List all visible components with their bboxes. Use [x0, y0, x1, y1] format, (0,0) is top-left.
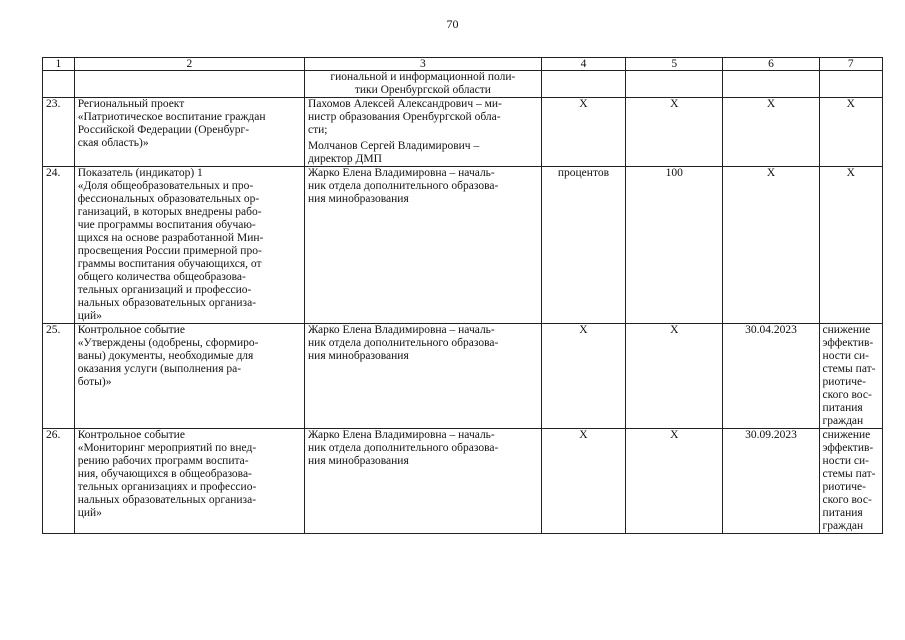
text-line: ник отдела дополнительного образова- — [308, 337, 499, 349]
text-line: директор ДМП — [308, 153, 382, 165]
value-cell: X — [626, 324, 723, 429]
value-cell: X — [626, 429, 723, 534]
date-cell: 30.09.2023 — [723, 429, 819, 534]
text-line: Молчанов Сергей Владимирович – — [308, 140, 480, 152]
text-line: «Мониторинг мероприятий по внед- — [77, 442, 257, 454]
text-line: фессиональных образовательных ор- — [77, 193, 260, 205]
text-line: Российской Федерации (Оренбург- — [77, 124, 250, 136]
text-line: Показатель (индикатор) 1 — [77, 167, 203, 179]
text-line: эффектив- — [822, 442, 874, 454]
text-line: питания — [822, 402, 863, 414]
text-line: ганизаций, в которых внедрены рабо- — [77, 206, 262, 218]
header-col-6: 6 — [723, 58, 819, 71]
date-cell: 30.04.2023 — [723, 324, 819, 429]
unit-cell: X — [541, 429, 626, 534]
header-col-5: 5 — [626, 58, 723, 71]
value-cell: 100 — [626, 167, 723, 324]
header-col-2: 2 — [74, 58, 304, 71]
result-cell — [819, 98, 882, 167]
text-line: питания — [822, 507, 863, 519]
text-line: просвещения России примерной про- — [77, 245, 262, 257]
responsible-cell — [305, 324, 542, 429]
table-row — [43, 98, 883, 167]
text-line: ник отдела дополнительного образова- — [308, 442, 499, 454]
text-line: граждан — [822, 520, 864, 532]
text-line: чие программы воспитания обучаю- — [77, 219, 256, 231]
text-line: ния минобразования — [308, 193, 409, 205]
text-line: ник отдела дополнительного образова- — [308, 180, 499, 192]
item-description — [74, 167, 304, 324]
text-line: щихся на основе разработанной Мин- — [77, 232, 264, 244]
text-line: «Патриотическое воспитание граждан — [77, 111, 266, 123]
text-line: сти; — [308, 124, 328, 136]
text-line: ского вос- — [822, 494, 872, 506]
text-line: нальных образовательных организа- — [77, 494, 257, 506]
text-line: ния минобразования — [308, 455, 409, 467]
text-line: снижение — [822, 429, 871, 441]
text-line: «Утверждены (одобрены, сформиро- — [77, 337, 259, 349]
responsible-cell — [305, 71, 542, 98]
row-number: 24. — [43, 167, 75, 324]
responsible-cell — [305, 429, 542, 534]
responsible-cell — [305, 167, 542, 324]
text-line: ности си- — [822, 455, 869, 467]
text-line: рению рабочих программ воспита- — [77, 455, 249, 467]
result-cell — [819, 324, 882, 429]
row-number: 25. — [43, 324, 75, 429]
table-row — [43, 167, 883, 324]
activity-table — [42, 57, 883, 534]
header-col-3: 3 — [305, 58, 542, 71]
table-row — [43, 429, 883, 534]
text-line: X — [846, 98, 855, 110]
text-line: ности си- — [822, 350, 869, 362]
text-line: эффектив- — [822, 337, 874, 349]
text-line: риотиче- — [822, 376, 866, 388]
text-line: ций» — [77, 310, 102, 322]
text-line: боты)» — [77, 376, 112, 388]
text-line: Контрольное событие — [77, 324, 185, 336]
row-number: 26. — [43, 429, 75, 534]
text-line: X — [846, 167, 855, 179]
text-line: граждан — [822, 415, 864, 427]
header-col-7: 7 — [819, 58, 882, 71]
text-line: тельных организаций и профессио- — [77, 284, 252, 296]
text-line: Жарко Елена Владимировна – началь- — [308, 324, 495, 336]
text-line: ского вос- — [822, 389, 872, 401]
date-cell: X — [723, 98, 819, 167]
value-cell: X — [626, 98, 723, 167]
responsible-cell — [305, 98, 542, 167]
table-row-continued — [43, 71, 883, 98]
text-line: оказания услуги (выполнения ра- — [77, 363, 242, 375]
row-number: 23. — [43, 98, 75, 167]
item-description — [74, 98, 304, 167]
text-line: риотиче- — [822, 481, 866, 493]
header-col-4: 4 — [541, 58, 626, 71]
text-line: ций» — [77, 507, 102, 519]
result-cell — [819, 429, 882, 534]
unit-cell: процентов — [541, 167, 626, 324]
text-line: нистр образования Оренбургской обла- — [308, 111, 501, 123]
unit-cell: X — [541, 324, 626, 429]
text-line: стемы пат- — [822, 363, 876, 375]
text-line: стемы пат- — [822, 468, 876, 480]
table-row — [43, 324, 883, 429]
result-cell — [819, 167, 882, 324]
text-line: Контрольное событие — [77, 429, 185, 441]
item-description — [74, 429, 304, 534]
text-line: ния, обучающихся в общеобразова- — [77, 468, 252, 480]
text-line: Жарко Елена Владимировна – началь- — [308, 167, 495, 179]
date-cell: X — [723, 167, 819, 324]
text-line: Пахомов Алексей Александрович – ми- — [308, 98, 502, 110]
text-line: Региональный проект — [77, 98, 185, 110]
text-line: тики Оренбургской области — [354, 84, 491, 96]
unit-cell: X — [541, 98, 626, 167]
text-line: ская область)» — [77, 137, 149, 149]
header-col-1: 1 — [43, 58, 75, 71]
text-line: граммы воспитания обучающихся, от — [77, 258, 262, 270]
text-line: ваны) документы, необходимые для — [77, 350, 254, 362]
text-line: снижение — [822, 324, 871, 336]
text-line: Жарко Елена Владимировна – началь- — [308, 429, 495, 441]
text-line: гиональной и информационной поли- — [330, 71, 516, 83]
text-line: нальных образовательных организа- — [77, 297, 257, 309]
page-number: 70 — [446, 17, 459, 31]
text-line: «Доля общеобразовательных и про- — [77, 180, 254, 192]
column-number-header — [43, 58, 883, 71]
text-line: ния минобразования — [308, 350, 409, 362]
item-description — [74, 324, 304, 429]
text-line: общего количества общеобразова- — [77, 271, 246, 283]
text-line: тельных организациях и профессио- — [77, 481, 257, 493]
